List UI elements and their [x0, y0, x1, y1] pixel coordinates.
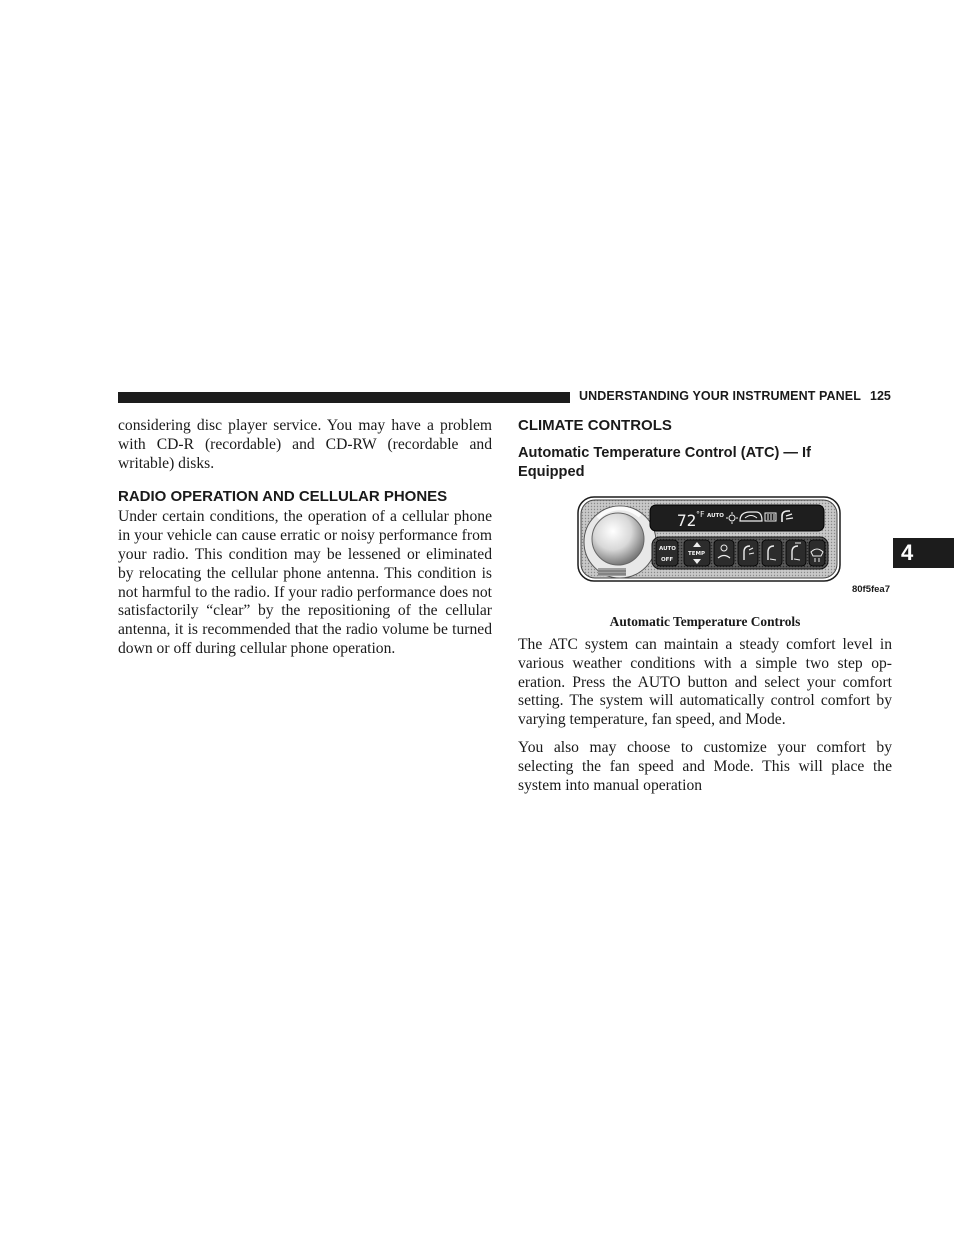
atc-control-illustration [518, 496, 892, 606]
temp-button-label[interactable]: TEMP [688, 551, 706, 557]
radio-section-paragraph: Under certain conditions, the operation of a cellular phone in your vehicle can cause erratic or noisy performance from your radio. This condition may be lessened or eliminated by relocating the cellular phone antenna. This condition is not harmful to the radio. If your radio performance does not satisfactorily “clear” by the repositioning of the cellular antenna, it is recommended that the radio volume be turned down or off during cellular phone operation. [118, 508, 492, 657]
atc-subheading: Automatic Temperature Control (ATC) — If Equipped [518, 445, 811, 480]
display-temperature: 72 [677, 511, 697, 530]
radio-section-heading: RADIO OPERATION AND CELLULAR PHONES [118, 488, 448, 506]
mix-mode-icon[interactable] [786, 540, 806, 566]
floor-mode-icon[interactable] [762, 540, 782, 566]
panel-mode-icon[interactable] [714, 540, 734, 566]
display-mode-label: AUTO [707, 513, 724, 519]
display-unit: °F [696, 510, 705, 519]
figure-id: 80f5fea7 [851, 584, 890, 595]
atc-paragraph-2: You also may choose to customize your comfort by selecting the fan speed and Mode. This will place the system into manual operation [518, 738, 892, 794]
intro-paragraph: considering disc player service. You may have a problem with CD-R (recordable) and CD-RW (recordable and writable) disks. [118, 417, 492, 472]
chapter-tab: 4 [893, 538, 954, 568]
off-button-label[interactable]: OFF [661, 557, 674, 563]
figure-caption: Automatic Temperature Controls [609, 614, 801, 629]
left-column [118, 417, 492, 659]
climate-section-heading: CLIMATE CONTROLS [518, 417, 672, 434]
atc-control-figure [518, 496, 892, 606]
right-column [518, 417, 892, 795]
header-rule [118, 392, 570, 403]
bi-level-mode-icon[interactable] [738, 540, 758, 566]
auto-button-label[interactable]: AUTO [659, 546, 676, 552]
running-header-title: UNDERSTANDING YOUR INSTRUMENT PANEL [579, 389, 861, 403]
atc-paragraph-1: The ATC system can maintain a steady comfort level in various weather conditions with a simple two step operation. Press the AUTO button and select your comfort setting. The system will automatically control comfort by varying temperature, fan speed, and Mode. [518, 636, 892, 729]
defrost-mode-icon[interactable] [809, 540, 825, 566]
page-number: 125 [870, 389, 891, 403]
